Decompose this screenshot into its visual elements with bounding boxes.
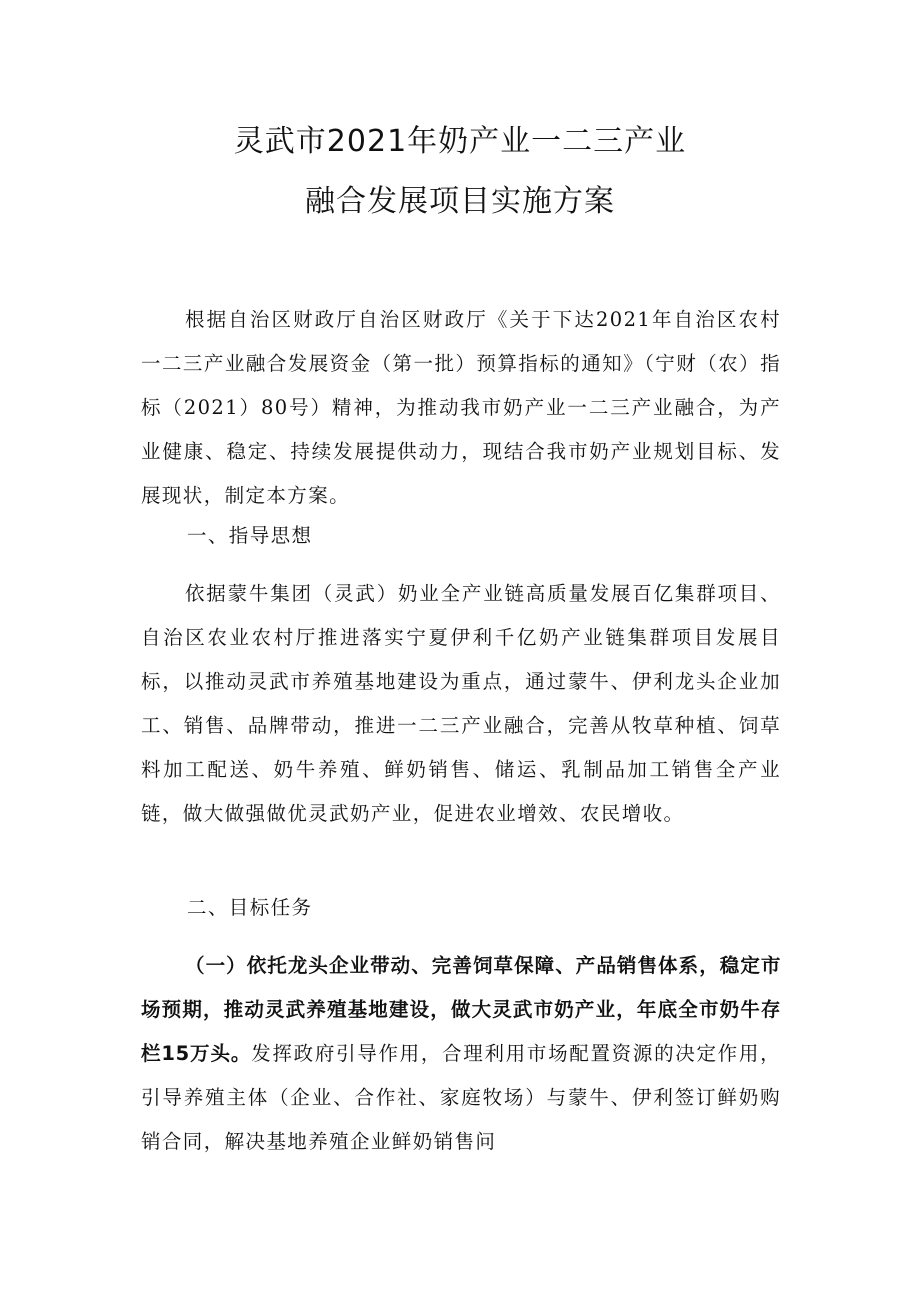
subsection-1-bold-lead: （一）依托龙头企业带动、完善饲草保障、产品销售体系，稳定市场预期，推动灵武养殖基地建设，做大灵武市奶产业，年底全市奶牛存栏15万头。 — [141, 954, 781, 1065]
goals-tasks-paragraph — [141, 944, 781, 1164]
document-title-line-1: 灵武市2021年奶产业一二三产业 — [233, 124, 687, 159]
intro-paragraph: 根据自治区财政厅自治区财政厅《关于下达2021年自治区农村一二三产业融合发展资金（第一批）预算指标的通知》（宁财（农）指标（2021）80号）精神，为推动我市奶产业一二三产业融合，为产业健康、稳定、持续发展提供动力，现结合我市奶产业规划目标、发展现状，制定本方案。 — [141, 308, 781, 507]
section-heading-guiding-ideology: 一、指导思想 — [187, 524, 313, 547]
document-title-line-2: 融合发展项目实施方案 — [305, 184, 615, 219]
guiding-ideology-paragraph: 依据蒙牛集团（灵武）奶业全产业链高质量发展百亿集群项目、自治区农业农村厅推进落实宁夏伊利千亿奶产业链集群项目发展目标，以推动灵武市养殖基地建设为重点，通过蒙牛、伊利龙头企业加工、销售、品牌带动，推进一二三产业融合，完善从牧草种植、饲草料加工配送、奶牛养殖、鲜奶销售、储运、乳制品加工销售全产业链，做大做强做优灵武奶产业，促进农业增效、农民增收。 — [141, 582, 781, 825]
section-heading-goals-tasks: 二、目标任务 — [187, 896, 313, 919]
subsection-1-text: 发挥政府引导作用，合理利用市场配置资源的决定作用，引导养殖主体（企业、合作社、家庭牧场）与蒙牛、伊利签订鲜奶购销合同，解决基地养殖企业鲜奶销售问 — [141, 1042, 781, 1153]
